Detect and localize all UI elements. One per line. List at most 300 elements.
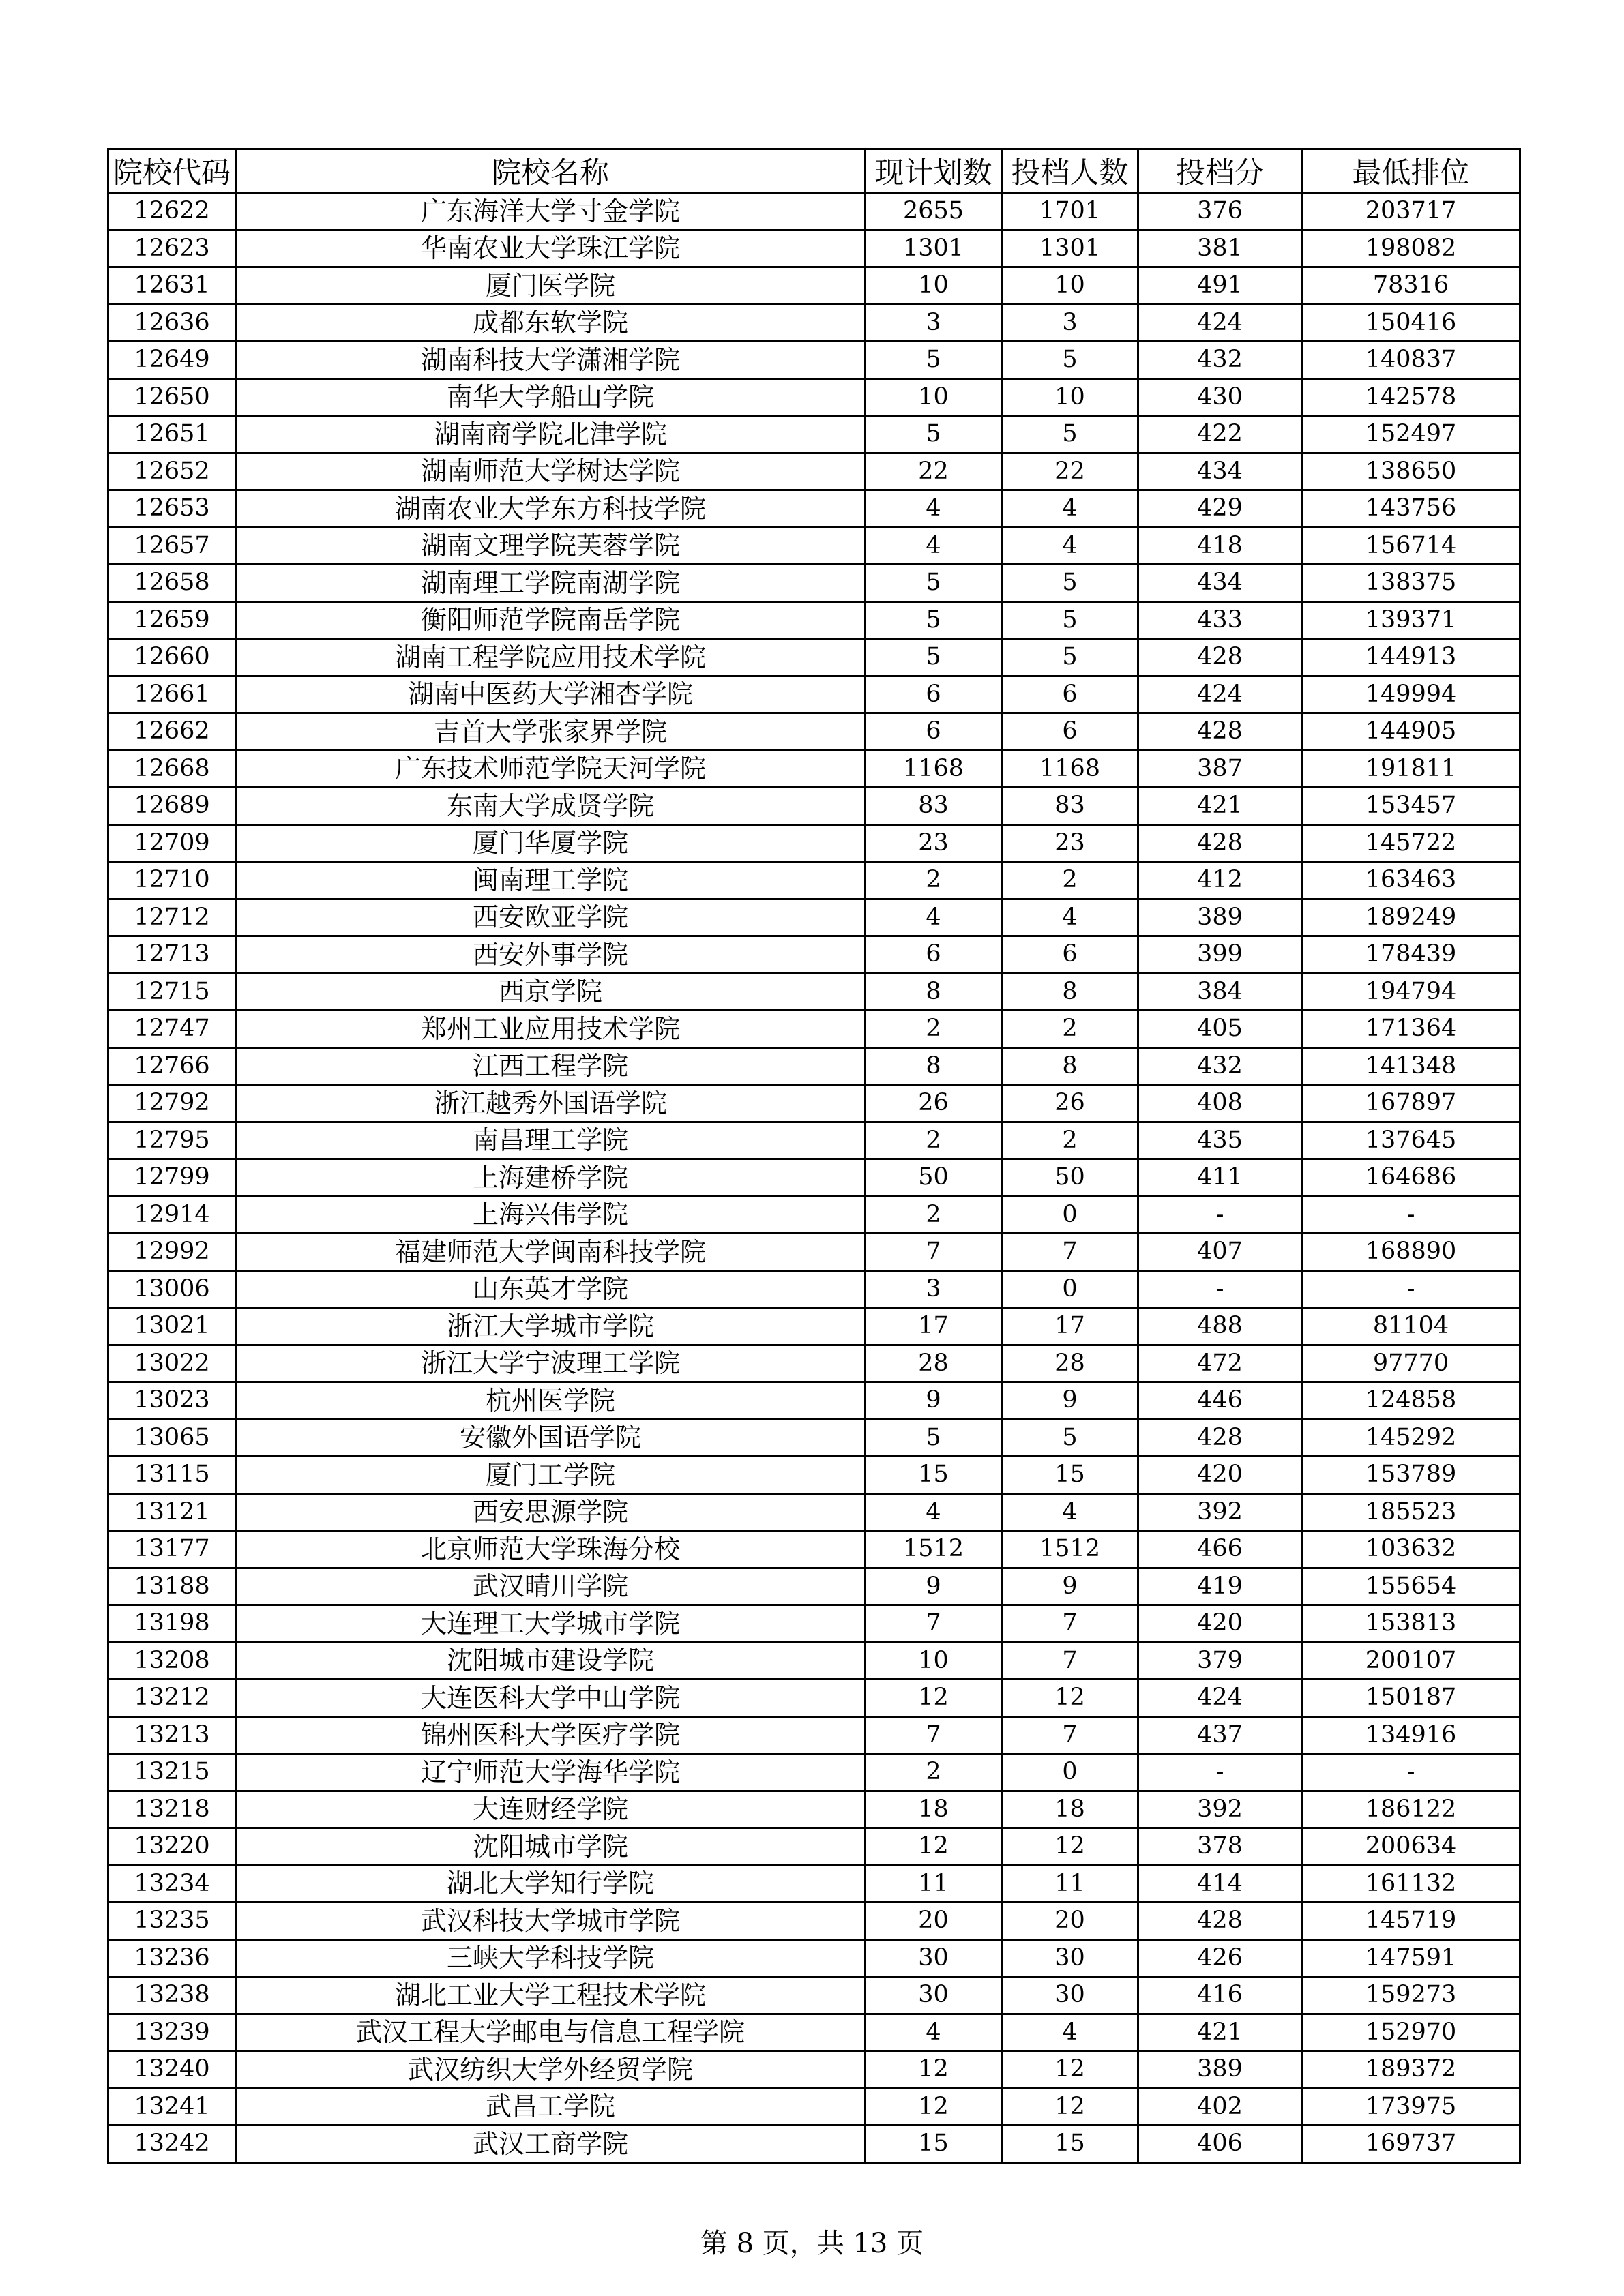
admitted-count-cell: 7 (1002, 1234, 1138, 1271)
score-cell: 422 (1138, 416, 1302, 453)
admitted-count-cell: 2 (1002, 1011, 1138, 1048)
table-row (108, 416, 1520, 453)
school-name-cell: 成都东软学院 (236, 304, 866, 342)
admitted-count-cell: 12 (1002, 2051, 1138, 2089)
school-code-cell: 13234 (108, 1865, 236, 1903)
admitted-count-cell: 4 (1002, 2014, 1138, 2051)
school-code-cell: 12668 (108, 750, 236, 788)
school-name-cell: 厦门工学院 (236, 1457, 866, 1494)
score-cell: 424 (1138, 676, 1302, 713)
score-cell: 428 (1138, 713, 1302, 751)
score-cell: - (1138, 1754, 1302, 1791)
score-cell: 376 (1138, 193, 1302, 230)
table-row (108, 453, 1520, 490)
min-rank-cell: 153789 (1302, 1457, 1520, 1494)
school-code-cell: 13241 (108, 2088, 236, 2126)
table-row (108, 1865, 1520, 1903)
table-row (108, 2051, 1520, 2089)
min-rank-cell: 163463 (1302, 862, 1520, 899)
school-code-cell: 13240 (108, 2051, 236, 2089)
table-row (108, 1493, 1520, 1531)
min-rank-cell: 141348 (1302, 1047, 1520, 1085)
admitted-count-cell: 1168 (1002, 750, 1138, 788)
table-row (108, 1568, 1520, 1605)
admitted-count-cell: 20 (1002, 1903, 1138, 1940)
admitted-count-cell: 9 (1002, 1382, 1138, 1420)
admitted-count-cell: 0 (1002, 1754, 1138, 1791)
score-cell: 428 (1138, 1903, 1302, 1940)
table-row (108, 824, 1520, 862)
admitted-count-cell: 17 (1002, 1308, 1138, 1345)
plan-count-cell: 17 (866, 1308, 1002, 1345)
plan-count-cell: 2 (866, 1122, 1002, 1159)
table-row (108, 601, 1520, 639)
min-rank-cell: 185523 (1302, 1493, 1520, 1531)
table-row (108, 2088, 1520, 2126)
admitted-count-cell: 4 (1002, 899, 1138, 936)
school-code-cell: 13006 (108, 1270, 236, 1308)
school-code-cell: 13022 (108, 1345, 236, 1382)
min-rank-cell: 159273 (1302, 1977, 1520, 2014)
school-name-cell: 湖南科技大学潇湘学院 (236, 342, 866, 379)
school-name-cell: 厦门华厦学院 (236, 824, 866, 862)
table-row (108, 1457, 1520, 1494)
plan-count-cell: 2 (866, 1011, 1002, 1048)
school-code-cell: 12712 (108, 899, 236, 936)
table-row (108, 1828, 1520, 1866)
admitted-count-cell: 0 (1002, 1196, 1138, 1234)
table-row (108, 1642, 1520, 1680)
table-row (108, 973, 1520, 1011)
school-code-cell: 12662 (108, 713, 236, 751)
school-name-cell: 锦州医科大学医疗学院 (236, 1716, 866, 1754)
admitted-count-cell: 0 (1002, 1270, 1138, 1308)
min-rank-cell: 156714 (1302, 527, 1520, 565)
school-name-cell: 南昌理工学院 (236, 1122, 866, 1159)
admitted-count-cell: 2 (1002, 862, 1138, 899)
table-row (108, 713, 1520, 751)
plan-count-cell: 3 (866, 304, 1002, 342)
plan-count-cell: 15 (866, 1457, 1002, 1494)
admitted-count-cell: 5 (1002, 1419, 1138, 1457)
school-name-cell: 三峡大学科技学院 (236, 1939, 866, 1977)
score-cell: 466 (1138, 1531, 1302, 1568)
plan-count-cell: 4 (866, 1493, 1002, 1531)
score-cell: 392 (1138, 1493, 1302, 1531)
min-rank-cell: 152497 (1302, 416, 1520, 453)
school-code-cell: 13235 (108, 1903, 236, 1940)
admitted-count-cell: 50 (1002, 1159, 1138, 1197)
score-cell: 435 (1138, 1122, 1302, 1159)
plan-count-cell: 18 (866, 1791, 1002, 1828)
table-row (108, 1234, 1520, 1271)
min-rank-cell: 200107 (1302, 1642, 1520, 1680)
admitted-count-cell: 1301 (1002, 230, 1138, 267)
min-rank-cell: 153813 (1302, 1605, 1520, 1643)
school-code-cell: 12715 (108, 973, 236, 1011)
min-rank-cell: 186122 (1302, 1791, 1520, 1828)
school-code-cell: 12792 (108, 1085, 236, 1122)
min-rank-cell: 161132 (1302, 1865, 1520, 1903)
min-rank-cell: 168890 (1302, 1234, 1520, 1271)
table-row (108, 1754, 1520, 1791)
school-code-cell: 12636 (108, 304, 236, 342)
school-name-cell: 湖南中医药大学湘杏学院 (236, 676, 866, 713)
admitted-count-cell: 5 (1002, 601, 1138, 639)
table-row (108, 788, 1520, 825)
school-code-cell: 12623 (108, 230, 236, 267)
school-name-cell: 武昌工学院 (236, 2088, 866, 2126)
score-cell: 491 (1138, 267, 1302, 305)
school-name-cell: 南华大学船山学院 (236, 378, 866, 416)
table-row (108, 1419, 1520, 1457)
admitted-count-cell: 23 (1002, 824, 1138, 862)
admitted-count-cell: 5 (1002, 342, 1138, 379)
school-name-cell: 沈阳城市学院 (236, 1828, 866, 1866)
score-cell: 389 (1138, 899, 1302, 936)
plan-count-cell: 6 (866, 936, 1002, 974)
plan-count-cell: 1512 (866, 1531, 1002, 1568)
min-rank-cell: 78316 (1302, 267, 1520, 305)
table-row (108, 1270, 1520, 1308)
plan-count-cell: 7 (866, 1605, 1002, 1643)
school-code-cell: 12914 (108, 1196, 236, 1234)
min-rank-cell: 138650 (1302, 453, 1520, 490)
score-cell: 418 (1138, 527, 1302, 565)
school-name-cell: 武汉科技大学城市学院 (236, 1903, 866, 1940)
min-rank-cell: 138375 (1302, 565, 1520, 602)
school-name-cell: 辽宁师范大学海华学院 (236, 1754, 866, 1791)
score-cell: 389 (1138, 2051, 1302, 2089)
school-code-cell: 12747 (108, 1011, 236, 1048)
admitted-count-cell: 12 (1002, 1828, 1138, 1866)
score-cell: 406 (1138, 2126, 1302, 2163)
school-name-cell: 湖南文理学院芙蓉学院 (236, 527, 866, 565)
min-rank-cell: 178439 (1302, 936, 1520, 974)
plan-count-cell: 5 (866, 342, 1002, 379)
plan-count-cell: 1168 (866, 750, 1002, 788)
min-rank-cell: 171364 (1302, 1011, 1520, 1048)
school-code-cell: 12653 (108, 490, 236, 528)
school-name-cell: 江西工程学院 (236, 1047, 866, 1085)
admitted-count-cell: 28 (1002, 1345, 1138, 1382)
plan-count-cell: 6 (866, 713, 1002, 751)
min-rank-cell: 145719 (1302, 1903, 1520, 1940)
min-rank-cell: 137645 (1302, 1122, 1520, 1159)
school-code-cell: 13239 (108, 2014, 236, 2051)
score-cell: 420 (1138, 1605, 1302, 1643)
school-code-cell: 13242 (108, 2126, 236, 2163)
admitted-count-cell: 12 (1002, 1680, 1138, 1717)
school-code-cell: 13198 (108, 1605, 236, 1643)
min-rank-cell: 139371 (1302, 601, 1520, 639)
school-code-cell: 13188 (108, 1568, 236, 1605)
plan-count-cell: 8 (866, 1047, 1002, 1085)
admitted-count-cell: 8 (1002, 973, 1138, 1011)
min-rank-cell: 145292 (1302, 1419, 1520, 1457)
school-name-cell: 大连医科大学中山学院 (236, 1680, 866, 1717)
school-code-cell: 13208 (108, 1642, 236, 1680)
plan-count-cell: 7 (866, 1234, 1002, 1271)
score-cell: 437 (1138, 1716, 1302, 1754)
plan-count-cell: 12 (866, 2088, 1002, 2126)
min-rank-cell: 150416 (1302, 304, 1520, 342)
table-row (108, 1791, 1520, 1828)
plan-count-cell: 2655 (866, 193, 1002, 230)
column-header-name: 院校名称 (236, 149, 866, 193)
plan-count-cell: 4 (866, 2014, 1002, 2051)
admitted-count-cell: 4 (1002, 527, 1138, 565)
plan-count-cell: 5 (866, 565, 1002, 602)
score-cell: 432 (1138, 1047, 1302, 1085)
school-name-cell: 湖南师范大学树达学院 (236, 453, 866, 490)
column-header-rank: 最低排位 (1302, 149, 1520, 193)
column-header-plan: 现计划数 (866, 149, 1002, 193)
column-header-code: 院校代码 (108, 149, 236, 193)
school-name-cell: 武汉纺织大学外经贸学院 (236, 2051, 866, 2089)
score-cell: 405 (1138, 1011, 1302, 1048)
min-rank-cell: 150187 (1302, 1680, 1520, 1717)
min-rank-cell: 164686 (1302, 1159, 1520, 1197)
table-row (108, 2014, 1520, 2051)
school-name-cell: 湖南工程学院应用技术学院 (236, 639, 866, 676)
school-name-cell: 东南大学成贤学院 (236, 788, 866, 825)
school-name-cell: 广东海洋大学寸金学院 (236, 193, 866, 230)
school-code-cell: 13021 (108, 1308, 236, 1345)
table-row (108, 750, 1520, 788)
score-cell: 408 (1138, 1085, 1302, 1122)
admitted-count-cell: 8 (1002, 1047, 1138, 1085)
school-name-cell: 湖南农业大学东方科技学院 (236, 490, 866, 528)
school-name-cell: 湖南理工学院南湖学院 (236, 565, 866, 602)
school-name-cell: 闽南理工学院 (236, 862, 866, 899)
school-code-cell: 13023 (108, 1382, 236, 1420)
school-name-cell: 北京师范大学珠海分校 (236, 1531, 866, 1568)
school-name-cell: 广东技术师范学院天河学院 (236, 750, 866, 788)
admitted-count-cell: 9 (1002, 1568, 1138, 1605)
min-rank-cell: - (1302, 1754, 1520, 1791)
plan-count-cell: 12 (866, 1680, 1002, 1717)
school-code-cell: 13238 (108, 1977, 236, 2014)
school-code-cell: 13065 (108, 1419, 236, 1457)
table-row (108, 1605, 1520, 1643)
min-rank-cell: 155654 (1302, 1568, 1520, 1605)
min-rank-cell: 169737 (1302, 2126, 1520, 2163)
school-code-cell: 12710 (108, 862, 236, 899)
school-name-cell: 西安思源学院 (236, 1493, 866, 1531)
plan-count-cell: 1301 (866, 230, 1002, 267)
plan-count-cell: 3 (866, 1270, 1002, 1308)
score-cell: 416 (1138, 1977, 1302, 2014)
score-cell: 407 (1138, 1234, 1302, 1271)
school-code-cell: 12795 (108, 1122, 236, 1159)
table-row (108, 1085, 1520, 1122)
school-name-cell: 福建师范大学闽南科技学院 (236, 1234, 866, 1271)
table-row (108, 378, 1520, 416)
min-rank-cell: 144913 (1302, 639, 1520, 676)
score-cell: 426 (1138, 1939, 1302, 1977)
table-row (108, 862, 1520, 899)
score-cell: 387 (1138, 750, 1302, 788)
plan-count-cell: 6 (866, 676, 1002, 713)
school-name-cell: 武汉晴川学院 (236, 1568, 866, 1605)
school-code-cell: 12709 (108, 824, 236, 862)
plan-count-cell: 5 (866, 601, 1002, 639)
min-rank-cell: 142578 (1302, 378, 1520, 416)
min-rank-cell: 97770 (1302, 1345, 1520, 1382)
admitted-count-cell: 10 (1002, 378, 1138, 416)
score-cell: 421 (1138, 788, 1302, 825)
school-code-cell: 13218 (108, 1791, 236, 1828)
min-rank-cell: 149994 (1302, 676, 1520, 713)
school-name-cell: 浙江大学宁波理工学院 (236, 1345, 866, 1382)
school-code-cell: 12622 (108, 193, 236, 230)
school-code-cell: 13215 (108, 1754, 236, 1791)
min-rank-cell: 198082 (1302, 230, 1520, 267)
plan-count-cell: 2 (866, 1754, 1002, 1791)
score-cell: 429 (1138, 490, 1302, 528)
admitted-count-cell: 6 (1002, 713, 1138, 751)
admitted-count-cell: 7 (1002, 1605, 1138, 1643)
min-rank-cell: 140837 (1302, 342, 1520, 379)
school-code-cell: 12689 (108, 788, 236, 825)
plan-count-cell: 50 (866, 1159, 1002, 1197)
school-name-cell: 西京学院 (236, 973, 866, 1011)
school-code-cell: 12657 (108, 527, 236, 565)
admitted-count-cell: 12 (1002, 2088, 1138, 2126)
min-rank-cell: 173975 (1302, 2088, 1520, 2126)
school-name-cell: 上海建桥学院 (236, 1159, 866, 1197)
plan-count-cell: 20 (866, 1903, 1002, 1940)
table-body (108, 193, 1520, 2163)
school-name-cell: 湖南商学院北津学院 (236, 416, 866, 453)
plan-count-cell: 8 (866, 973, 1002, 1011)
score-cell: 432 (1138, 342, 1302, 379)
score-cell: 419 (1138, 1568, 1302, 1605)
school-name-cell: 山东英才学院 (236, 1270, 866, 1308)
school-code-cell: 12659 (108, 601, 236, 639)
table-row (108, 1159, 1520, 1197)
table-row (108, 1977, 1520, 2014)
min-rank-cell: 144905 (1302, 713, 1520, 751)
school-name-cell: 浙江越秀外国语学院 (236, 1085, 866, 1122)
admitted-count-cell: 15 (1002, 1457, 1138, 1494)
score-cell: 402 (1138, 2088, 1302, 2126)
admitted-count-cell: 1512 (1002, 1531, 1138, 1568)
admitted-count-cell: 4 (1002, 490, 1138, 528)
admitted-count-cell: 10 (1002, 267, 1138, 305)
table-row (108, 230, 1520, 267)
min-rank-cell: 153457 (1302, 788, 1520, 825)
min-rank-cell: 152970 (1302, 2014, 1520, 2051)
school-code-cell: 13121 (108, 1493, 236, 1531)
score-cell: 424 (1138, 304, 1302, 342)
score-cell: - (1138, 1196, 1302, 1234)
score-cell: 428 (1138, 639, 1302, 676)
school-code-cell: 12658 (108, 565, 236, 602)
table-row (108, 490, 1520, 528)
plan-count-cell: 30 (866, 1939, 1002, 1977)
min-rank-cell: 194794 (1302, 973, 1520, 1011)
plan-count-cell: 4 (866, 899, 1002, 936)
plan-count-cell: 28 (866, 1345, 1002, 1382)
school-code-cell: 12766 (108, 1047, 236, 1085)
table-row (108, 1122, 1520, 1159)
admitted-count-cell: 3 (1002, 304, 1138, 342)
table-row (108, 1939, 1520, 1977)
min-rank-cell: 145722 (1302, 824, 1520, 862)
table-row (108, 267, 1520, 305)
school-code-cell: 12713 (108, 936, 236, 974)
plan-count-cell: 83 (866, 788, 1002, 825)
plan-count-cell: 10 (866, 378, 1002, 416)
table-row (108, 639, 1520, 676)
admitted-count-cell: 5 (1002, 565, 1138, 602)
table-row (108, 304, 1520, 342)
plan-count-cell: 22 (866, 453, 1002, 490)
admitted-count-cell: 22 (1002, 453, 1138, 490)
table-row (108, 1047, 1520, 1085)
min-rank-cell: 124858 (1302, 1382, 1520, 1420)
column-header-score: 投档分 (1138, 149, 1302, 193)
school-code-cell: 12649 (108, 342, 236, 379)
score-cell: 446 (1138, 1382, 1302, 1420)
min-rank-cell: 134916 (1302, 1716, 1520, 1754)
table-row (108, 1196, 1520, 1234)
admissions-table (107, 148, 1521, 2164)
min-rank-cell: 81104 (1302, 1308, 1520, 1345)
school-name-cell: 厦门医学院 (236, 267, 866, 305)
min-rank-cell: 189249 (1302, 899, 1520, 936)
school-name-cell: 华南农业大学珠江学院 (236, 230, 866, 267)
school-code-cell: 12650 (108, 378, 236, 416)
school-code-cell: 12799 (108, 1159, 236, 1197)
min-rank-cell: 191811 (1302, 750, 1520, 788)
plan-count-cell: 9 (866, 1568, 1002, 1605)
min-rank-cell: 200634 (1302, 1828, 1520, 1866)
school-code-cell: 12992 (108, 1234, 236, 1271)
school-name-cell: 浙江大学城市学院 (236, 1308, 866, 1345)
school-name-cell: 大连财经学院 (236, 1791, 866, 1828)
school-code-cell: 12661 (108, 676, 236, 713)
table-row (108, 1903, 1520, 1940)
table-row (108, 1680, 1520, 1717)
score-cell: 424 (1138, 1680, 1302, 1717)
school-code-cell: 13115 (108, 1457, 236, 1494)
admitted-count-cell: 6 (1002, 936, 1138, 974)
table-row (108, 1011, 1520, 1048)
school-code-cell: 12631 (108, 267, 236, 305)
min-rank-cell: - (1302, 1270, 1520, 1308)
plan-count-cell: 4 (866, 527, 1002, 565)
school-code-cell: 12652 (108, 453, 236, 490)
table-header-row (108, 149, 1520, 193)
plan-count-cell: 4 (866, 490, 1002, 528)
school-code-cell: 13236 (108, 1939, 236, 1977)
score-cell: 430 (1138, 378, 1302, 416)
school-name-cell: 吉首大学张家界学院 (236, 713, 866, 751)
admitted-count-cell: 83 (1002, 788, 1138, 825)
school-name-cell: 上海兴伟学院 (236, 1196, 866, 1234)
admitted-count-cell: 4 (1002, 1493, 1138, 1531)
table-row (108, 1531, 1520, 1568)
admitted-count-cell: 7 (1002, 1642, 1138, 1680)
table-row (108, 527, 1520, 565)
plan-count-cell: 5 (866, 639, 1002, 676)
plan-count-cell: 26 (866, 1085, 1002, 1122)
school-name-cell: 湖北工业大学工程技术学院 (236, 1977, 866, 2014)
plan-count-cell: 7 (866, 1716, 1002, 1754)
